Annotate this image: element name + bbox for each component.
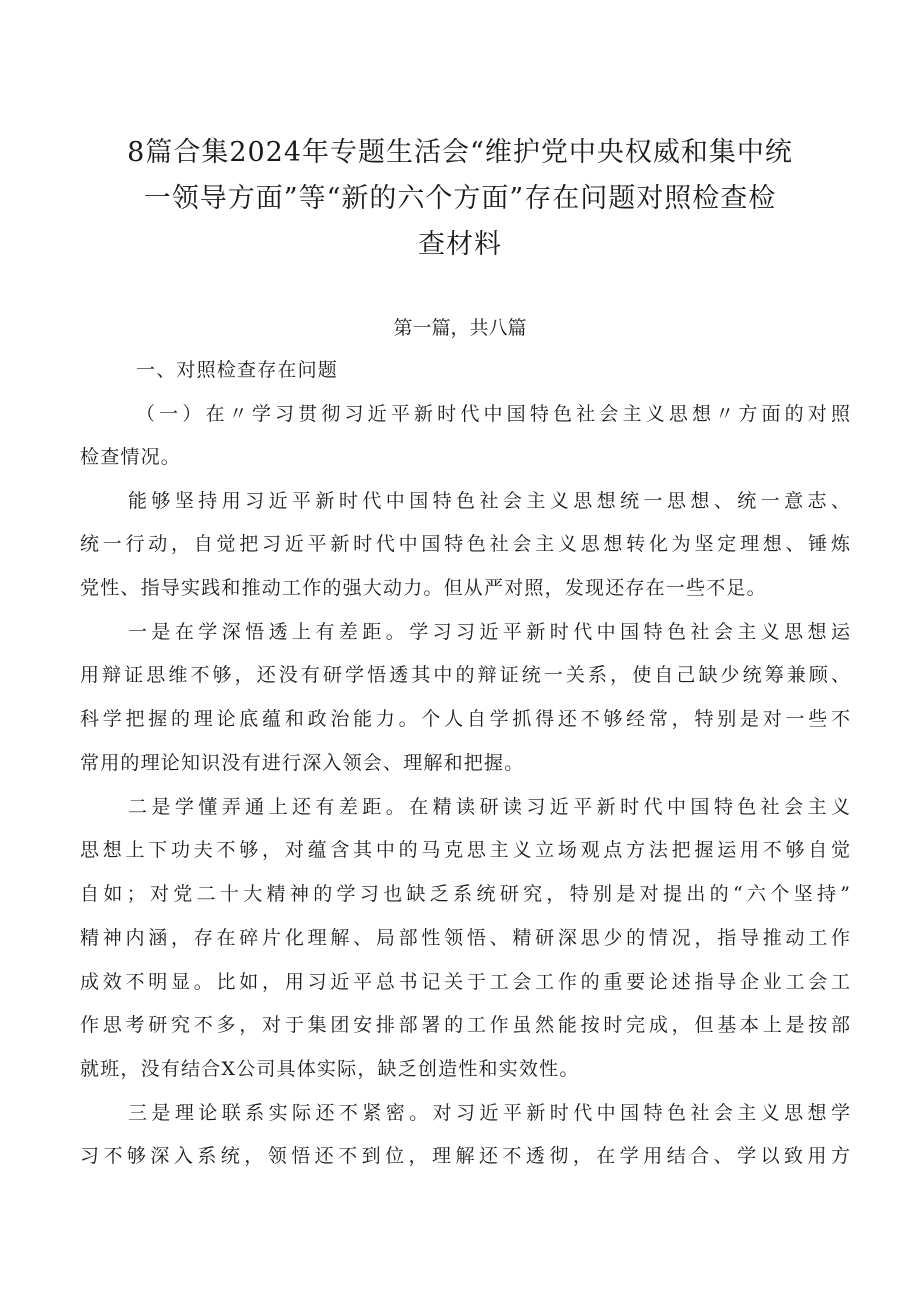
paragraph-line: 党性、指导实践和推动工作的强大动力。但从严对照，发现还存在一些不足。 (80, 577, 767, 599)
paragraph-line: 三是理论联系实际还不紧密。对习近平新时代中国特色社会主义思想学 (128, 1102, 850, 1124)
title-line: 一领导方面”等“新的六个方面”存在问题对照检查检 (143, 183, 777, 215)
title-line: 查材料 (418, 229, 502, 261)
section-heading: 一、对照检查存在问题 (136, 359, 339, 381)
subsection-heading-line: （一）在〃学习贯彻习近平新时代中国特色社会主义思想〃方面的对照 (136, 403, 850, 425)
paragraph-line: 二是学懂弄通上还有差距。在精读研读习近平新时代中国特色社会主义 (128, 796, 850, 818)
paragraph-line: 能够坚持用习近平新时代中国特色社会主义思想统一思想、统一意志、 (128, 490, 850, 512)
paragraph-line: 一是在学深悟透上有差距。学习习近平新时代中国特色社会主义思想运 (128, 621, 850, 643)
paragraph-line: 自如；对党二十大精神的学习也缺乏系统研究，特别是对提出的“六个坚持” (80, 883, 850, 905)
paragraph-line: 作思考研究不多，对于集团安排部署的工作虽然能按时完成，但基本上是按部 (80, 1014, 850, 1036)
paragraph-line: 思想上下功夫不够，对蕴含其中的马克思主义立场观点方法把握运用不够自觉 (80, 839, 850, 861)
title-line: 8篇合集2024年专题生活会“维护党中央权威和集中统 (127, 137, 793, 169)
paragraph-line: 常用的理论知识没有进行深入领会、理解和把握。 (80, 752, 525, 774)
paragraph-line: 成效不明显。比如，用习近平总书记关于工会工作的重要论述指导企业工会工 (80, 971, 850, 993)
subsection-heading-line: 检查情况。 (80, 446, 182, 468)
paragraph-line: 统一行动，自觉把习近平新时代中国特色社会主义思想转化为坚定理想、锤炼 (80, 533, 850, 555)
document-subtitle: 第一篇，共八篇 (393, 317, 527, 339)
paragraph-line: 精神内涵，存在碎片化理解、局部性领悟、精研深思少的情况，指导推动工作 (80, 927, 850, 949)
paragraph-line: 习不够深入系统，领悟还不到位，理解还不透彻，在学用结合、学以致用方 (80, 1145, 850, 1167)
paragraph-line: 科学把握的理论底蕴和政治能力。个人自学抓得还不够经常，特别是对一些不 (80, 708, 850, 730)
paragraph-line: 就班，没有结合X公司具体实际，缺乏创造性和实效性。 (80, 1058, 580, 1080)
document-title (70, 130, 850, 268)
paragraph-line: 用辩证思维不够，还没有研学悟透其中的辩证统一关系，使自己缺少统筹兼顾、 (80, 664, 850, 686)
